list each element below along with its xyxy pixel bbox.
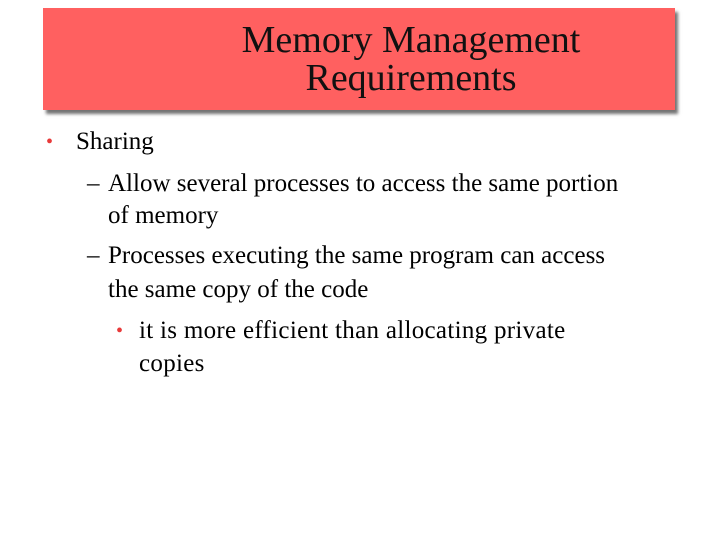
bullet-sharing: Sharing <box>76 128 154 155</box>
dash-icon: – <box>87 170 100 197</box>
sub-item-2-line-1: Processes executing the same program can access <box>108 242 606 269</box>
bullet-icon: • <box>116 320 124 342</box>
slide-title-line-2: Requirements <box>305 57 517 99</box>
slide-title-line-1: Memory Management <box>241 19 581 61</box>
sub-sub-item-line-2: copies <box>139 350 205 377</box>
sub-item-2-line-2: the same copy of the code <box>108 276 369 303</box>
dash-icon: – <box>87 242 100 269</box>
sub-item-1-line-2: of memory <box>108 202 219 229</box>
sub-item-1-line-1: Allow several processes to access the same portion <box>108 170 619 197</box>
sub-sub-item-line-1: it is more efficient than allocating private <box>139 317 566 344</box>
bullet-icon: • <box>46 131 54 153</box>
